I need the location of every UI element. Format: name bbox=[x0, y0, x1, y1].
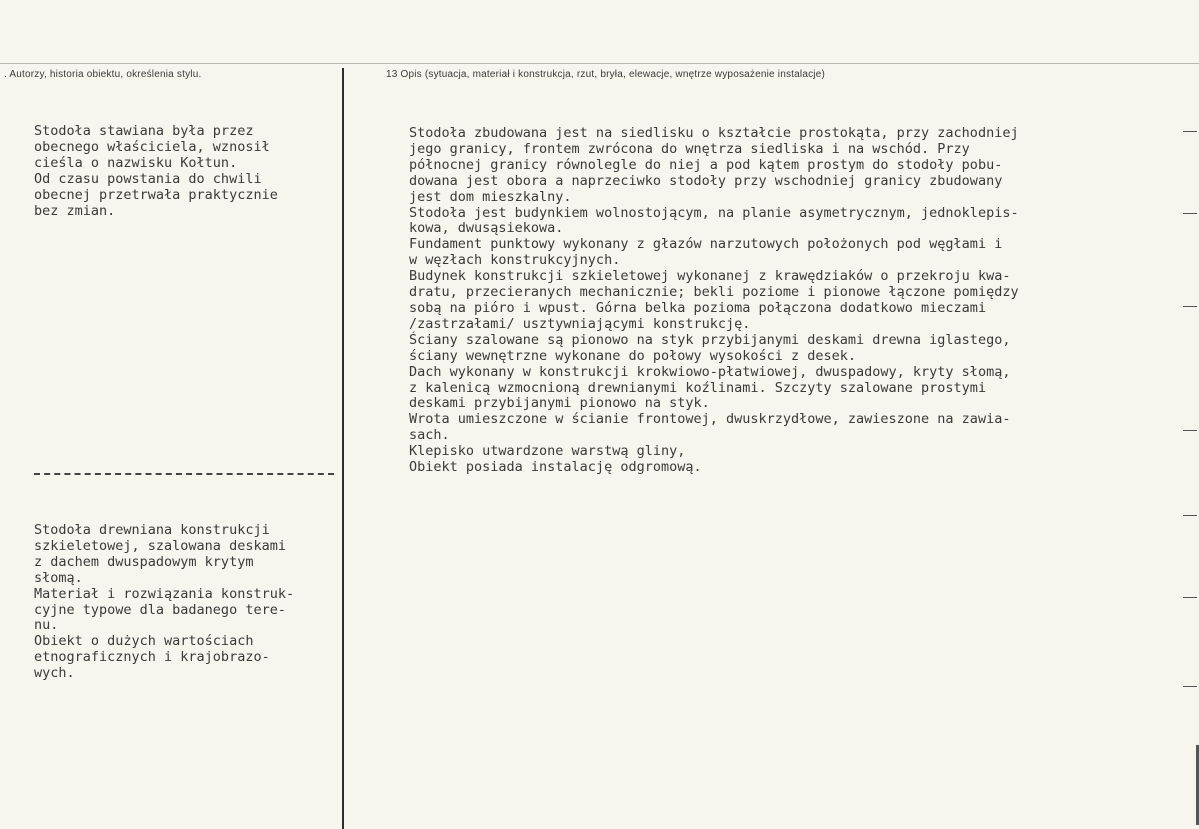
description-line: Ściany szalowane są pionowo na styk przybijanymi deskami drewna iglastego, bbox=[409, 331, 1011, 348]
header-rule bbox=[0, 63, 1199, 64]
history-line: cieśla o nazwisku Kołtun. bbox=[34, 154, 238, 171]
edge-tick-mark bbox=[1183, 213, 1197, 214]
description-line: Stodoła jest budynkiem wolnostojącym, na planie asymetrycznym, jednoklepis- bbox=[409, 204, 1019, 221]
description-line: sach. bbox=[409, 427, 450, 444]
description-line: jego granicy, frontem zwrócona do wnętrza siedliska i na wschód. Przy bbox=[409, 140, 970, 157]
description-line: w węzłach konstrukcyjnych. bbox=[409, 252, 621, 269]
column-divider bbox=[342, 68, 344, 829]
right-column-header: 13 Opis (sytuacja, materiał i konstrukcja, rzut, bryła, elewacje, wnętrze wyposażenie instalacje) bbox=[386, 69, 826, 80]
edge-tick-mark bbox=[1183, 430, 1197, 431]
history-text bbox=[34, 124, 278, 219]
description-line: /zastrzałami/ usztywniającymi konstrukcję. bbox=[409, 315, 751, 332]
description-line: kowa, dwusąsiekowa. bbox=[409, 220, 564, 237]
history-line: obecnego właściciela, wznosił bbox=[34, 138, 270, 155]
edge-tick-mark bbox=[1183, 597, 1197, 598]
summary-line: wych. bbox=[34, 665, 75, 682]
history-line: Stodoła stawiana była przez bbox=[34, 123, 254, 139]
summary-line: Stodoła drewniana konstrukcji bbox=[34, 522, 270, 538]
history-line: Od czasu powstania do chwili bbox=[34, 170, 262, 187]
summary-line: Obiekt o dużych wartościach bbox=[34, 633, 254, 650]
left-column-header: . Autorzy, historia obiektu, określenia stylu. bbox=[4, 69, 202, 80]
summary-line: nu. bbox=[34, 617, 59, 634]
description-line: Wrota umieszczone w ścianie frontowej, dwuskrzydłowe, zawieszone na zawia- bbox=[409, 411, 1011, 428]
description-line: Fundament punktowy wykonany z głazów narzutowych położonych pod węgłami i bbox=[409, 236, 1003, 253]
description-line: Dach wykonany w konstrukcji krokwiowo-płatwiowej, dwuspadowy, kryty słomą, bbox=[409, 363, 1011, 380]
description-line: z kalenicą wzmocnioną drewnianymi koźlinami. Szczyty szalowane prostymi bbox=[409, 379, 987, 396]
dashed-separator bbox=[34, 473, 334, 475]
description-line: północnej granicy równolegle do niej a pod kątem prostym do stodoły pobu- bbox=[409, 156, 1003, 173]
description-line: ściany wewnętrzne wykonane do połowy wysokości z desek. bbox=[409, 347, 857, 364]
summary-line: z dachem dwuspadowym krytym bbox=[34, 553, 254, 570]
summary-line: cyjne typowe dla badanego tere- bbox=[34, 601, 286, 618]
history-line: obecnej przetrwała praktycznie bbox=[34, 186, 278, 203]
description-line: Stodoła zbudowana jest na siedlisku o kształcie prostokąta, przy zachodniej bbox=[409, 125, 1019, 141]
description-line: dratu, przecieranych mechanicznie; bekli poziome i pionowe łączone pomiędzy bbox=[409, 284, 1019, 301]
summary-line: szkieletowej, szalowana deskami bbox=[34, 537, 286, 554]
edge-tick-mark bbox=[1183, 515, 1197, 516]
summary-text bbox=[34, 523, 294, 682]
edge-tick-mark bbox=[1183, 306, 1197, 307]
description-line: Klepisko utwardzone warstwą gliny, bbox=[409, 443, 686, 460]
history-line: bez zmian. bbox=[34, 202, 116, 219]
description-line: Obiekt posiada instalację odgromową. bbox=[409, 459, 702, 476]
description-line: deskami przybijanymi pionowo na styk. bbox=[409, 395, 710, 412]
description-line: dowana jest obora a naprzeciwko stodoły przy wschodniej granicy zbudowany bbox=[409, 172, 1003, 189]
description-line: Budynek konstrukcji szkieletowej wykonanej z krawędziaków o przekroju kwa- bbox=[409, 268, 1011, 285]
summary-line: słomą. bbox=[34, 569, 83, 586]
edge-tick-mark bbox=[1183, 131, 1197, 132]
description-text bbox=[409, 126, 1019, 476]
edge-tick-mark bbox=[1183, 686, 1197, 687]
description-line: sobą na pióro i wpust. Górna belka pozioma połączona dodatkowo mieczami bbox=[409, 299, 987, 316]
description-line: jest dom mieszkalny. bbox=[409, 188, 572, 205]
summary-line: Materiał i rozwiązania konstruk- bbox=[34, 585, 295, 602]
summary-line: etnograficznych i krajobrazo- bbox=[34, 649, 270, 666]
